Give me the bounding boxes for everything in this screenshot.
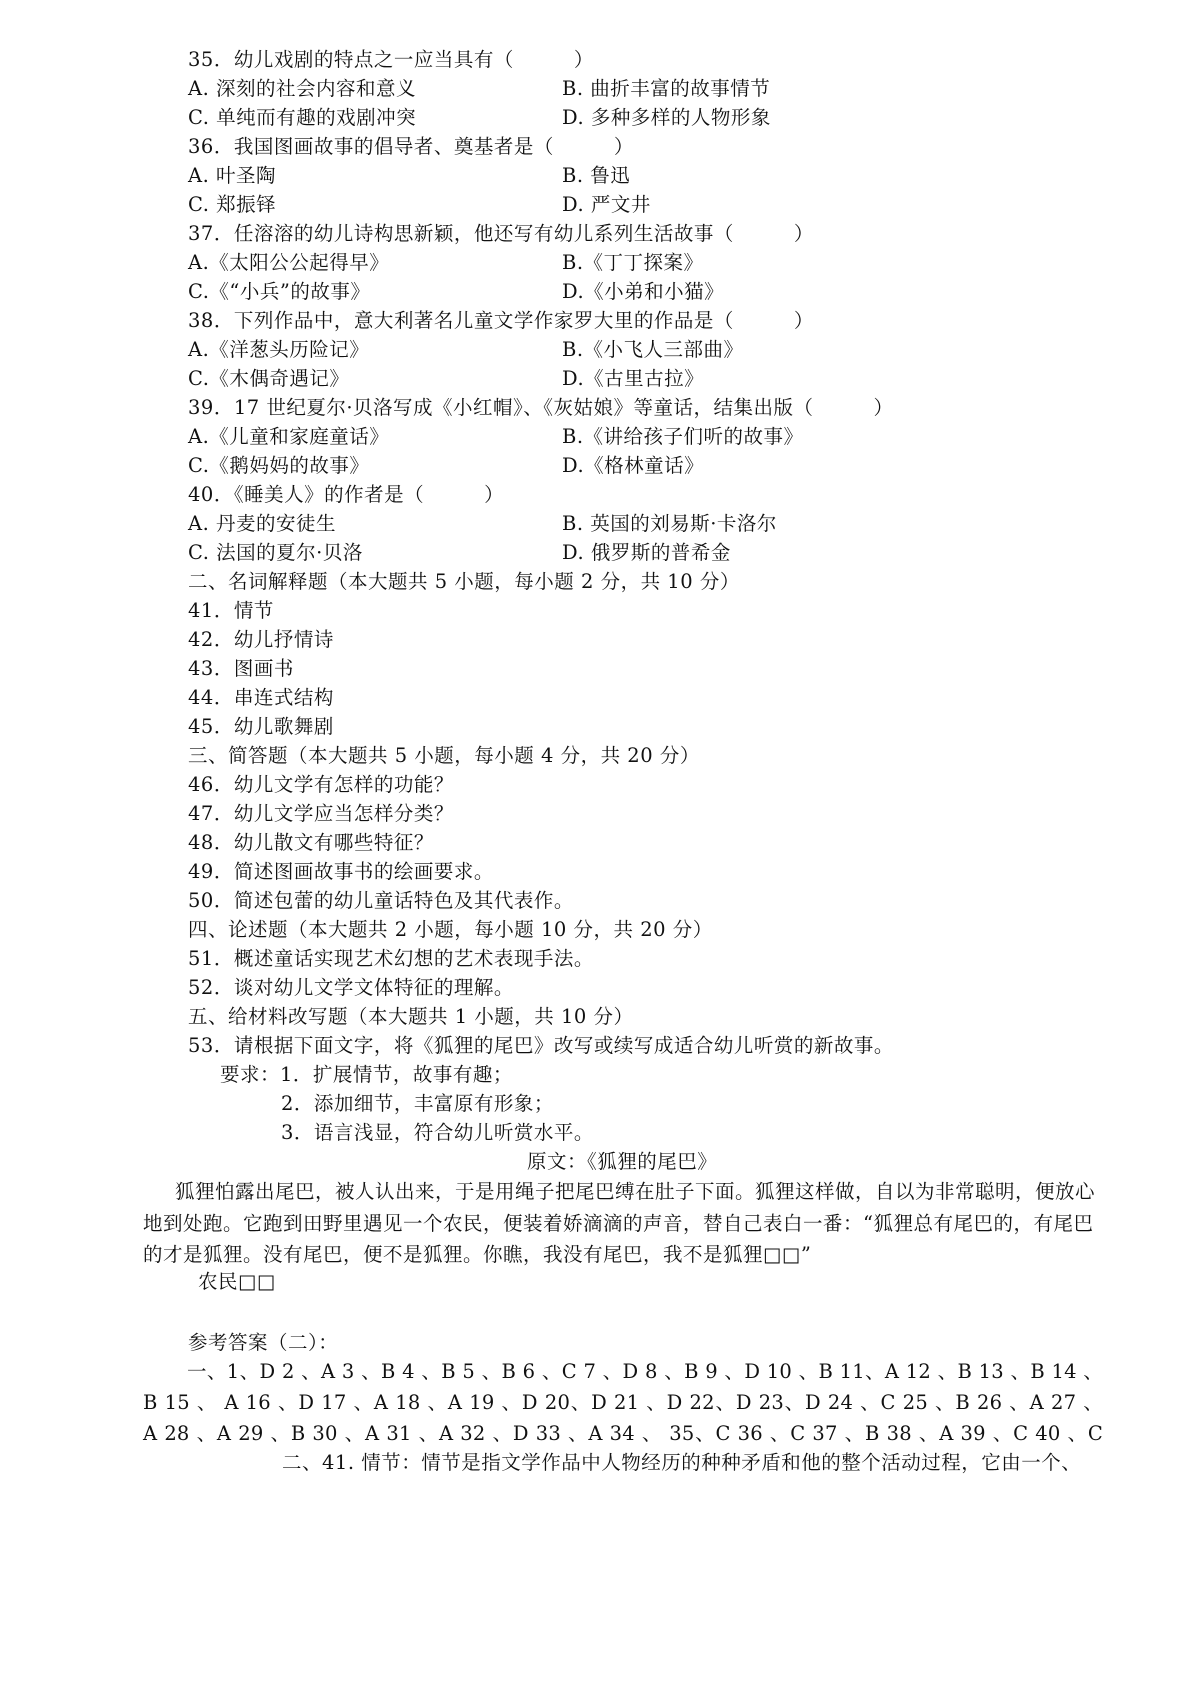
question-40: 40．《睡美人》的作者是（ ）: [188, 483, 505, 506]
q36-option-d: D. 严文井: [562, 193, 651, 216]
question-53: 53．请根据下面文字，将《狐狸的尾巴》改写或续写成适合幼儿听赏的新故事。: [188, 1034, 894, 1057]
q40-option-a: A. 丹麦的安徒生: [188, 512, 336, 535]
q36-option-a: A. 叶圣陶: [188, 164, 276, 187]
section-heading-term-definitions: 二、名词解释题（本大题共 5 小题，每小题 2 分，共 10 分）: [188, 570, 740, 593]
question-52: 52．谈对幼儿文学文体特征的理解。: [188, 976, 514, 999]
question-43: 43．图画书: [188, 657, 294, 680]
question-39: 39．17 世纪夏尔·贝洛写成《小红帽》、《灰姑娘》等童话，结集出版（ ）: [188, 396, 894, 419]
q38-option-d: D.《古里古拉》: [562, 367, 705, 390]
answer-key-line-3: A 28 、A 29 、B 30 、A 31 、A 32 、D 33 、A 34 、 35、C 36 、C 37 、B 38 、A 39 、C 40 、C: [143, 1422, 1103, 1445]
question-48: 48．幼儿散文有哪些特征？: [188, 831, 434, 854]
farmer-line: 农民□□: [198, 1270, 276, 1293]
question-35: 35．幼儿戏剧的特点之一应当具有（ ）: [188, 48, 594, 71]
question-41: 41．情节: [188, 599, 274, 622]
q35-option-a: A. 深刻的社会内容和意义: [188, 77, 416, 100]
q39-option-c: C.《鹅妈妈的故事》: [188, 454, 370, 477]
answer-41: 二、41. 情节：情节是指文学作品中人物经历的种种矛盾和他的整个活动过程，它由一个、: [282, 1451, 1082, 1474]
question-44: 44．串连式结构: [188, 686, 334, 709]
q37-option-b: B.《丁丁探案》: [562, 251, 704, 274]
question-49: 49．简述图画故事书的绘画要求。: [188, 860, 494, 883]
question-38: 38．下列作品中，意大利著名儿童文学作家罗大里的作品是（ ）: [188, 309, 814, 332]
q35-option-c: C. 单纯而有趣的戏剧冲突: [188, 106, 417, 129]
requirement-1: 要求：1．扩展情节，故事有趣；: [220, 1063, 513, 1086]
q40-option-d: D. 俄罗斯的普希金: [562, 541, 731, 564]
section-heading-essay: 四、论述题（本大题共 2 小题，每小题 10 分，共 20 分）: [188, 918, 713, 941]
q35-option-b: B. 曲折丰富的故事情节: [562, 77, 771, 100]
q37-option-c: C.《“小兵”的故事》: [188, 280, 371, 303]
q37-option-d: D.《小弟和小猫》: [562, 280, 725, 303]
question-45: 45．幼儿歌舞剧: [188, 715, 334, 738]
question-36: 36．我国图画故事的倡导者、奠基者是（ ）: [188, 135, 634, 158]
answer-title: 参考答案（二）：: [188, 1331, 339, 1354]
source-text: 狐狸怕露出尾巴，被人认出来，于是用绳子把尾巴缚在肚子下面。狐狸这样做，自以为非常聪明，便放心地到处跑。它跑到田野里遇见一个农民，便装着娇滴滴的声音，替自己表白一番：“狐狸总有尾巴的，有尾巴的才是狐狸。没有尾巴，便不是狐狸。你瞧，我没有尾巴，我不是狐狸□□”: [143, 1180, 1096, 1266]
q38-option-a: A.《洋葱头历险记》: [188, 338, 370, 361]
q39-option-d: D.《格林童话》: [562, 454, 705, 477]
section-heading-short-answer: 三、简答题（本大题共 5 小题，每小题 4 分，共 20 分）: [188, 744, 700, 767]
source-title: 原文：《狐狸的尾巴》: [527, 1150, 718, 1173]
q38-option-b: B.《小飞人三部曲》: [562, 338, 744, 361]
q40-option-c: C. 法国的夏尔·贝洛: [188, 541, 363, 564]
q40-option-b: B. 英国的刘易斯·卡洛尔: [562, 512, 777, 535]
question-51: 51．概述童话实现艺术幻想的艺术表现手法。: [188, 947, 594, 970]
q39-option-a: A.《儿童和家庭童话》: [188, 425, 390, 448]
section-heading-rewrite: 五、给材料改写题（本大题共 1 小题，共 10 分）: [188, 1005, 634, 1028]
question-50: 50．简述包蕾的幼儿童话特色及其代表作。: [188, 889, 574, 912]
q39-option-b: B.《讲给孩子们听的故事》: [562, 425, 804, 448]
q37-option-a: A.《太阳公公起得早》: [188, 251, 390, 274]
answer-key-line-1: 一、1、D 2 、A 3 、B 4 、B 5 、B 6 、C 7 、D 8 、B 9 、D 10 、B 11、A 12 、B 13 、B 14 、: [187, 1360, 1103, 1383]
requirement-3: 3．语言浅显，符合幼儿听赏水平。: [281, 1121, 594, 1144]
question-37: 37．任溶溶的幼儿诗构思新颖，他还写有幼儿系列生活故事（ ）: [188, 222, 814, 245]
requirement-2: 2．添加细节，丰富原有形象；: [281, 1092, 554, 1115]
question-46: 46．幼儿文学有怎样的功能？: [188, 773, 454, 796]
question-42: 42．幼儿抒情诗: [188, 628, 334, 651]
q36-option-c: C. 郑振铎: [188, 193, 277, 216]
answer-key-line-2: B 15 、 A 16 、D 17 、A 18 、A 19 、D 20、D 21 、D 22、D 23、D 24 、C 25 、B 26 、A 27 、: [143, 1391, 1103, 1414]
q38-option-c: C.《木偶奇遇记》: [188, 367, 350, 390]
question-47: 47．幼儿文学应当怎样分类？: [188, 802, 454, 825]
q35-option-d: D. 多种多样的人物形象: [562, 106, 771, 129]
q36-option-b: B. 鲁迅: [562, 164, 631, 187]
